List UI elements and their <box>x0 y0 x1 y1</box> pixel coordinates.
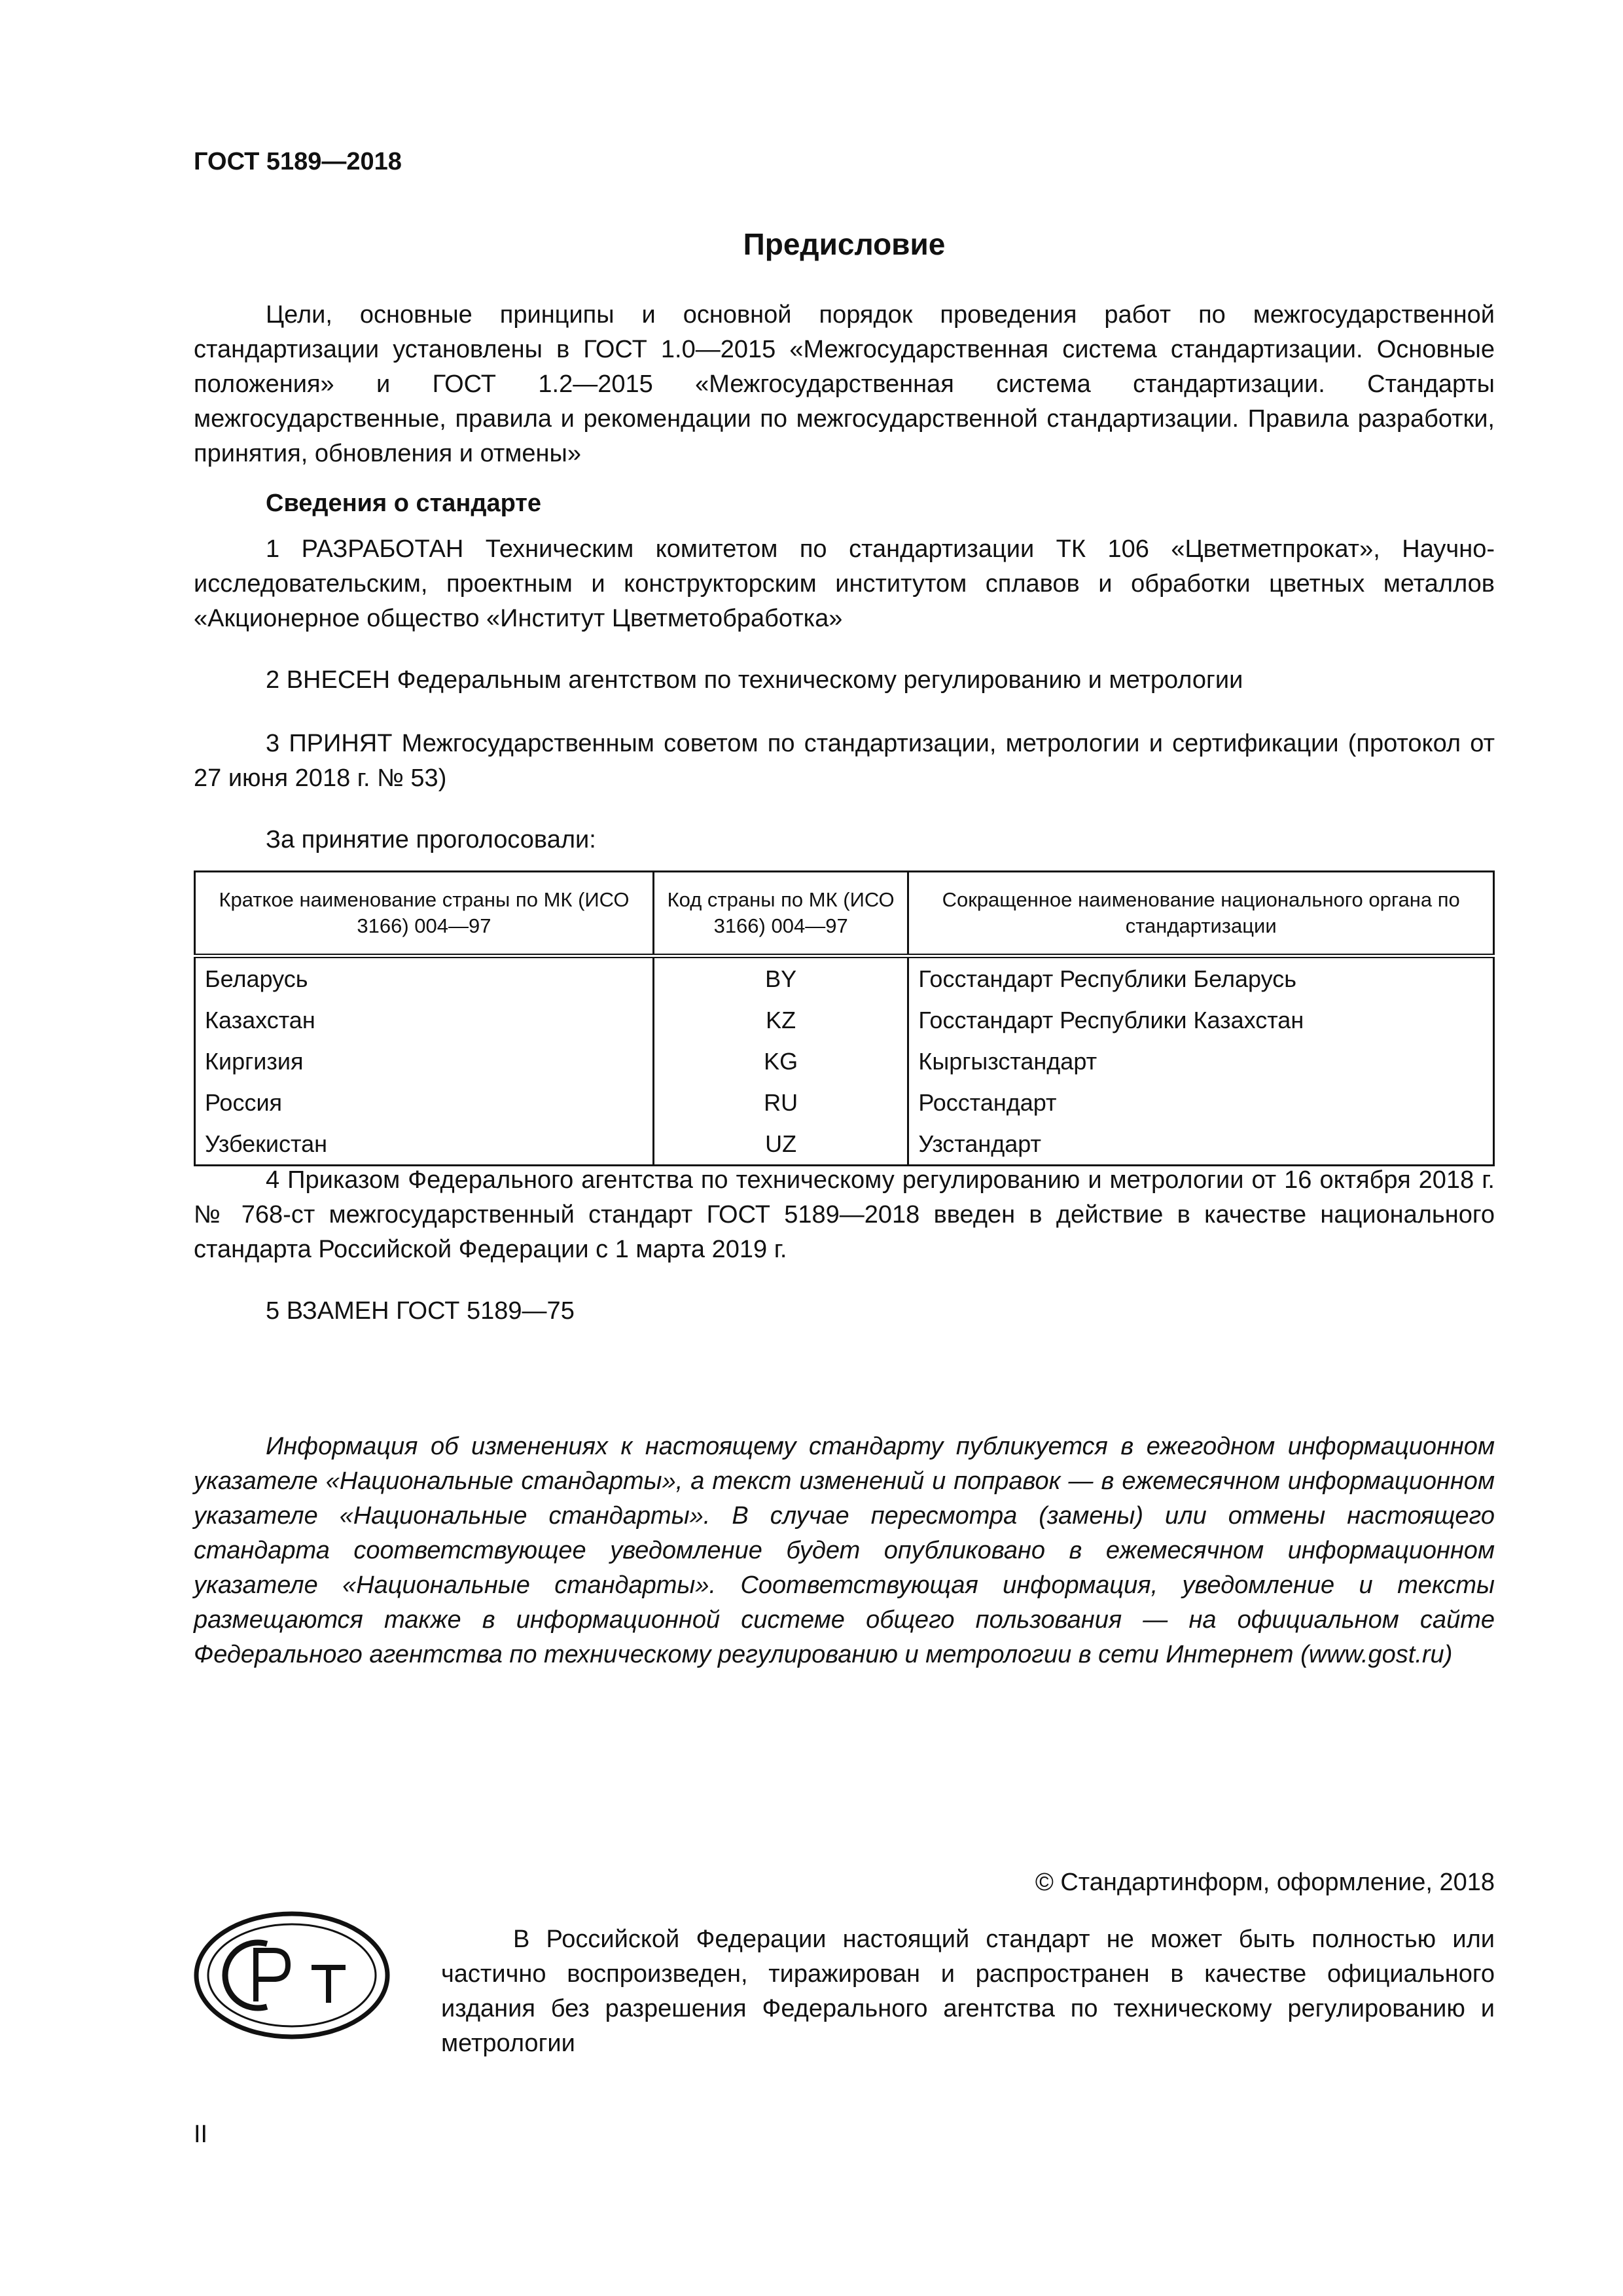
voted-label: За принятие проголосовали: <box>266 826 596 853</box>
page-number: II <box>194 2121 208 2148</box>
country-cell: Казахстан <box>195 999 654 1041</box>
code-cell: RU <box>653 1082 908 1123</box>
item-replaces: 5 ВЗАМЕН ГОСТ 5189—75 <box>266 1297 575 1325</box>
column-header-country: Краткое наименование страны по МК (ИСО 3166) 004—97 <box>195 872 654 956</box>
reproduction-notice: В Российской Федерации настоящий стандарт не может быть полностью или частично воспроизведен, тиражирован и распространен в качестве официального издания без разрешения Федерального агентства по техническому регулированию и метрологии <box>441 1926 1495 2057</box>
code-cell: KZ <box>653 999 908 1041</box>
body-cell: Узстандарт <box>908 1123 1494 1166</box>
table-row <box>195 956 1494 1000</box>
body-cell: Госстандарт Республики Беларусь <box>908 956 1494 1000</box>
section-heading: Сведения о стандарте <box>266 490 542 517</box>
country-cell: Киргизия <box>195 1041 654 1082</box>
page-title: Предисловие <box>743 227 946 261</box>
column-header-code: Код страны по МК (ИСО 3166) 004—97 <box>653 872 908 956</box>
country-cell: Россия <box>195 1082 654 1123</box>
item-introduced: 2 ВНЕСЕН Федеральным агентством по техническому регулированию и метрологии <box>266 666 1243 694</box>
info-notice: Информация об изменениях к настоящему стандарту публикуется в ежегодном информационном указателе «Национальные стандарты», а текст изменений и поправок — в ежемесячном информационном указателе «Национальные стандарты». В случае пересмотра (замены) или отмены настоящего стандарта соответствующее уведомление будет опубликовано в ежемесячном информационном указателе «Национальные стандарты». Соответствующая информация, уведомление и тексты размещаются также в информационной системе общего пользования — на официальном сайте Федерального агентства по техническому регулированию и метрологии в сети Интернет (www.gost.ru) <box>194 1433 1495 1668</box>
table-row <box>195 1123 1494 1166</box>
body-cell: Кыргызстандарт <box>908 1041 1494 1082</box>
code-cell: KG <box>653 1041 908 1082</box>
voting-table <box>194 870 1495 1166</box>
country-cell: Беларусь <box>195 956 654 1000</box>
body-cell: Росстандарт <box>908 1082 1494 1123</box>
table-row <box>195 1082 1494 1123</box>
code-cell: BY <box>653 956 908 1000</box>
rst-certification-mark-icon <box>194 1910 390 2041</box>
item-adopted: 3 ПРИНЯТ Межгосударственным советом по стандартизации, метрологии и сертификации (протокол от 27 июня 2018 г. № 53) <box>194 730 1495 792</box>
column-header-body: Сокращенное наименование национального органа по стандартизации <box>908 872 1494 956</box>
table-row <box>195 1041 1494 1082</box>
copyright-line: © Стандартинформ, оформление, 2018 <box>1035 1869 1495 1896</box>
item-developed: 1 РАЗРАБОТАН Техническим комитетом по стандартизации ТК 106 «Цветметпрокат», Научно-исследовательским, проектным и конструкторским институтом сплавов и обработки цветных металлов «Акционерное общество «Институт Цветметобработка» <box>194 535 1495 632</box>
body-cell: Госстандарт Республики Казахстан <box>908 999 1494 1041</box>
intro-paragraph: Цели, основные принципы и основной порядок проведения работ по межгосударственной стандартизации установлены в ГОСТ 1.0—2015 «Межгосударственная система стандартизации. Основные положения» и ГОСТ 1.2—2015 «Межгосударственная система стандартизации. Стандарты межгосударственные, правила и рекомендации по межгосударственной стандартизации. Правила разработки, принятия, обновления и отмены» <box>194 301 1495 467</box>
document-code-header: ГОСТ 5189—2018 <box>194 148 402 175</box>
country-cell: Узбекистан <box>195 1123 654 1166</box>
table-header-row <box>195 872 1494 956</box>
code-cell: UZ <box>653 1123 908 1166</box>
item-order: 4 Приказом Федерального агентства по техническому регулированию и метрологии от 16 октября 2018 г. № 768-ст межгосударственный стандарт ГОСТ 5189—2018 введен в действие в качестве национального стандарта Российской Федерации с 1 марта 2019 г. <box>194 1166 1495 1263</box>
table-row <box>195 999 1494 1041</box>
